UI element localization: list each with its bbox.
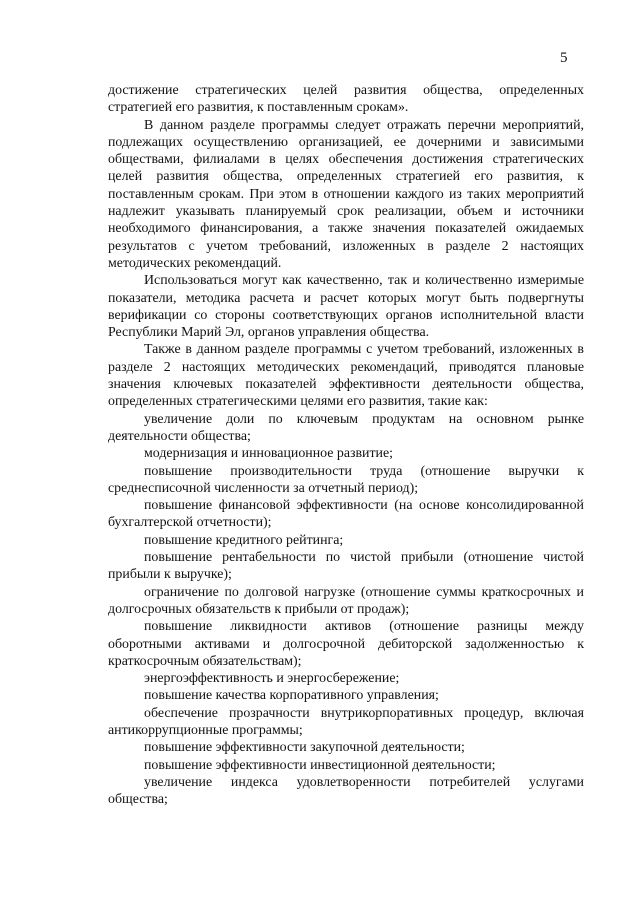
paragraph: Использоваться могут как качественно, так и количественно измеримые показатели, методика расчета и расчет которых могут быть подвергнуты верификации со стороны соответствующих органов исполнительной власти Республики Марий Эл, органов управления общества. (108, 273, 584, 341)
list-item: повышение качества корпоративного управления; (144, 688, 439, 704)
list-item: обеспечение прозрачности внутрикорпоративных процедур, включая антикоррупционные программы; (108, 705, 584, 738)
list-item: повышение рентабельности по чистой прибыли (отношение чистой прибыли к выручке); (108, 550, 584, 583)
list-item: повышение ликвидности активов (отношение разницы между оборотными активами и долгосрочной дебиторской задолженностью к краткосрочным обязательствам); (108, 619, 584, 669)
list-item: увеличение доли по ключевым продуктам на основном рынке деятельности общества; (108, 411, 584, 444)
list-item: увеличение индекса удовлетворенности потребителей услугами общества; (108, 774, 584, 808)
list-item: повышение эффективности закупочной деятельности; (144, 740, 465, 756)
list-item: повышение производительности труда (отношение выручки к среднесписочной численности за отчетный период); (108, 463, 584, 496)
list-item: ограничение по долговой нагрузке (отношение суммы краткосрочных и долгосрочных обязательств к прибыли от продаж); (108, 584, 584, 617)
list-item: модернизация и инновационное развитие; (144, 446, 394, 462)
list-item: энергоэффективность и энергосбережение; (144, 671, 400, 687)
document-body (108, 82, 584, 808)
page-number: 5 (560, 50, 568, 66)
list-item: повышение финансовой эффективности (на основе консолидированной бухгалтерской отчетности); (108, 498, 584, 531)
paragraph: В данном разделе программы следует отражать перечни мероприятий, подлежащих осуществлению организацией, ее дочерними и зависимыми обществами, филиалами в целях обеспечения достижения стратегических целей развития общества, определенных стратегией его развития, к поставленным срокам. При этом в отношении каждого из таких мероприятий надлежит указывать планируемый срок реализации, объем и источники необходимого финансирования, а также значения показателей ожидаемых результатов с учетом требований, изложенных в разделе 2 настоящих методических рекомендаций. (108, 117, 584, 271)
paragraph: достижение стратегических целей развития общества, определенных стратегией его развития, к поставленным срокам». (108, 83, 584, 116)
list-item: повышение кредитного рейтинга; (144, 532, 344, 548)
list-item: повышение эффективности инвестиционной деятельности; (144, 757, 496, 773)
paragraph: Также в данном разделе программы с учетом требований, изложенных в разделе 2 настоящих методических рекомендаций, приводятся плановые значения ключевых показателей эффективности деятельности общества, определенных стратегическими целями его развития, такие как: (108, 342, 584, 410)
